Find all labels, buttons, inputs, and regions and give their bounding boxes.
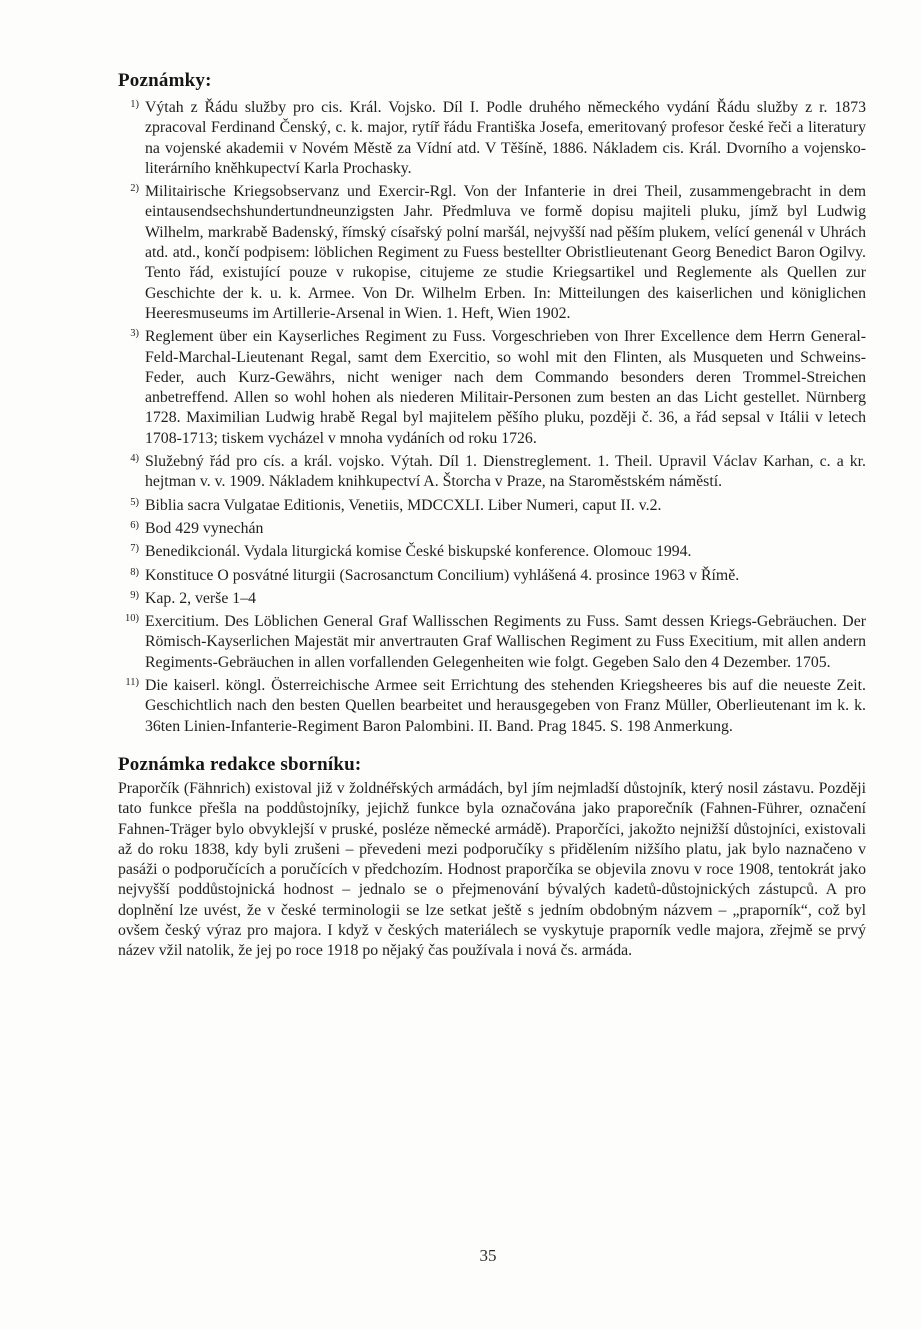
footnote-marker: 9)	[130, 589, 139, 601]
footnote-marker: 11)	[125, 677, 139, 689]
editorial-note-heading: Poznámka redakce sborníku:	[118, 753, 362, 775]
footnote-list	[118, 95, 866, 737]
footnote-text: Exercitium. Des Löblichen General Graf Wallisschen Regiments zu Fuss. Samt dessen Kriegs-Gebräuchen. Der Römisch-Kayserlichen Majestät mir anvertrauten Graf Wallischen Regiment zu Fuss Execitium, mit allen andern Regiments-Gebräuchen in allen vorfallenden Gelegenheiten wie folgt. Gegeben Salo den 4 Dezember. 1705.	[145, 613, 866, 671]
footnote-marker: 6)	[130, 519, 139, 531]
footnote-text: Biblia sacra Vulgatae Editionis, Venetiis, MDCCXLI. Liber Numeri, caput II. v.2.	[145, 496, 662, 514]
footnote-text: Bod 429 vynechán	[145, 519, 264, 537]
footnote	[118, 516, 866, 539]
footnote	[118, 95, 866, 179]
footnote-marker: 5)	[130, 496, 139, 508]
footnote-text: Konstituce O posvátné liturgii (Sacrosanctum Concilium) vyhlášená 4. prosince 1963 v Římě.	[145, 566, 740, 584]
footnote-text: Výtah z Řádu služby pro cis. Král. Vojsko. Díl I. Podle druhého německého vydání Řádu služby z r. 1873 zpracoval Ferdinand Čenský, c. k. major, rytíř řádu Františka Josefa, emeritovaný profesor české řeči a literatury na vojenské akademii v Novém Městě za Vídní atd. V Těšíně, 1886. Nákladem cis. Král. Dvorního a vojensko-literárního kněhkupectví Karla Prochasky.	[145, 99, 866, 177]
footnote-text: Kap. 2, verše 1–4	[145, 589, 256, 607]
footnote-text: Služebný řád pro cís. a král. vojsko. Výtah. Díl 1. Dienstreglement. 1. Theil. Upravil Václav Karhan, c. a kr. hejtman v. v. 1909. Nákladem knihkupectví A. Štorcha v Praze, na Staroměstském náměstí.	[145, 453, 866, 491]
footnote-marker: 2)	[130, 183, 139, 195]
footnote-marker: 8)	[130, 566, 139, 578]
footnote-text: Die kaiserl. köngl. Österreichische Armee seit Errichtung des stehenden Kriegsheeres bis auf die neueste Zeit. Geschichtlich nach den besten Quellen bearbeitet und herausgegeben von Franz Müller, Oberlieutenant im k. k. 36ten Linien-Infanterie-Regiment Baron Palombini. II. Band. Prag 1845. S. 198 Anmerkung.	[145, 677, 866, 735]
footnote-text: Benedikcionál. Vydala liturgická komise České biskupské konference. Olomouc 1994.	[145, 543, 692, 561]
footnote	[118, 324, 866, 449]
footnote	[118, 179, 866, 324]
footnote	[118, 563, 866, 586]
footnote-marker: 1)	[130, 99, 139, 110]
page-number: 35	[479, 1246, 497, 1265]
footnote	[118, 539, 866, 562]
editorial-paragraph: Praporčík (Fähnrich) existoval již v žoldnéřských armádách, byl jím nejmladší důstojník, který nosil zástavu. Později tato funkce přešla na poddůstojníky, jejichž funkce byla označována jako praporečník (Fahnen-Führer, označení Fahnen-Träger bylo obvyklejší v pruské, posléze německé armádě). Praporčíci, jakožto nejnižší důstojníci, existovali až do roku 1838, kdy byli zrušeni – převedeni mezi podporučíky s přidělením nižšího platu, jak bylo naznačeno v pasáži o podporučících a poručících v předchozím. Hodnost praporčíka se objevila znovu v roce 1908, tentokrát jako nejvyšší poddůstojnická hodnost – jednalo se o přejmenování bývalých kadetů-důstojnických zástupců. A pro doplnění lze uvést, že v české terminologii se lze setkat ještě s jedním obdobným názvem – „praporník“, což byl ovšem český výraz pro majora. I když v českých materiálech se vyskytuje praporník vedle majora, zřejmě se prvý název vžil natolik, že jej po roce 1918 po nějaký čas používala i nová čs. armáda.	[118, 779, 866, 960]
footnote-text: Militairische Kriegsobservanz und Exercir-Rgl. Von der Infanterie in drei Theil, zusammengebracht in dem eintausendsechshundertundneunzigsten Jahr. Předmluva ve formě dopisu majiteli pluku, jímž byl Ludwig Wilhelm, markrabě Badenský, římský císařský polní maršál, nejvyšší nad pěším plukem, velící genenál v Uhrách atd. atd., končí podpisem: löblichen Regiment zu Fuess bestellter Obristlieutenant Georg Benedict Baron Ogilvy. Tento řád, existující pouze v rukopise, citujeme ze studie Kriegsartikel und Reglemente als Quellen zur Geschichte der k. u. k. Armee. Von Dr. Wilhelm Erben. In: Mitteilungen des kaiserlichen und königlichen Heeresmuseums im Artillerie-Arsenal in Wien. 1. Heft, Wien 1902.	[145, 183, 866, 322]
footnote-marker: 3)	[130, 328, 139, 340]
editorial-note-section	[118, 754, 866, 962]
footnote-marker: 10)	[125, 613, 139, 625]
footnote	[118, 493, 866, 516]
footnote-marker: 4)	[130, 453, 139, 465]
footnote-marker: 7)	[130, 543, 139, 555]
page-content	[118, 70, 866, 962]
footnote	[118, 586, 866, 609]
footnote-text: Reglement über ein Kayserliches Regiment zu Fuss. Vorgeschrieben von Ihrer Excellence dem Herrn General-Feld-Marchal-Lieutenant Regal, samt dem Exercitio, so wohl mit den Flinten, als Musqueten und Schweins-Feder, auch Kurz-Gewährs, nicht weniger nach dem Commando besonders deren Trommel-Streichen anbetreffend. Allen so wohl hohen als niederen Militair-Personen zum besten an das Licht gestellet. Nürnberg 1728. Maximilian Ludwig hrabě Regal byl majitelem pěšího pluku, později č. 36, a řád sepsal v Itálii v letech 1708-1713; tiskem vycházel v mnoha vydáních od roku 1726.	[145, 328, 866, 447]
footnote	[118, 673, 866, 737]
notes-heading: Poznámky:	[118, 70, 212, 91]
footnote	[118, 609, 866, 673]
footnote	[118, 449, 866, 493]
